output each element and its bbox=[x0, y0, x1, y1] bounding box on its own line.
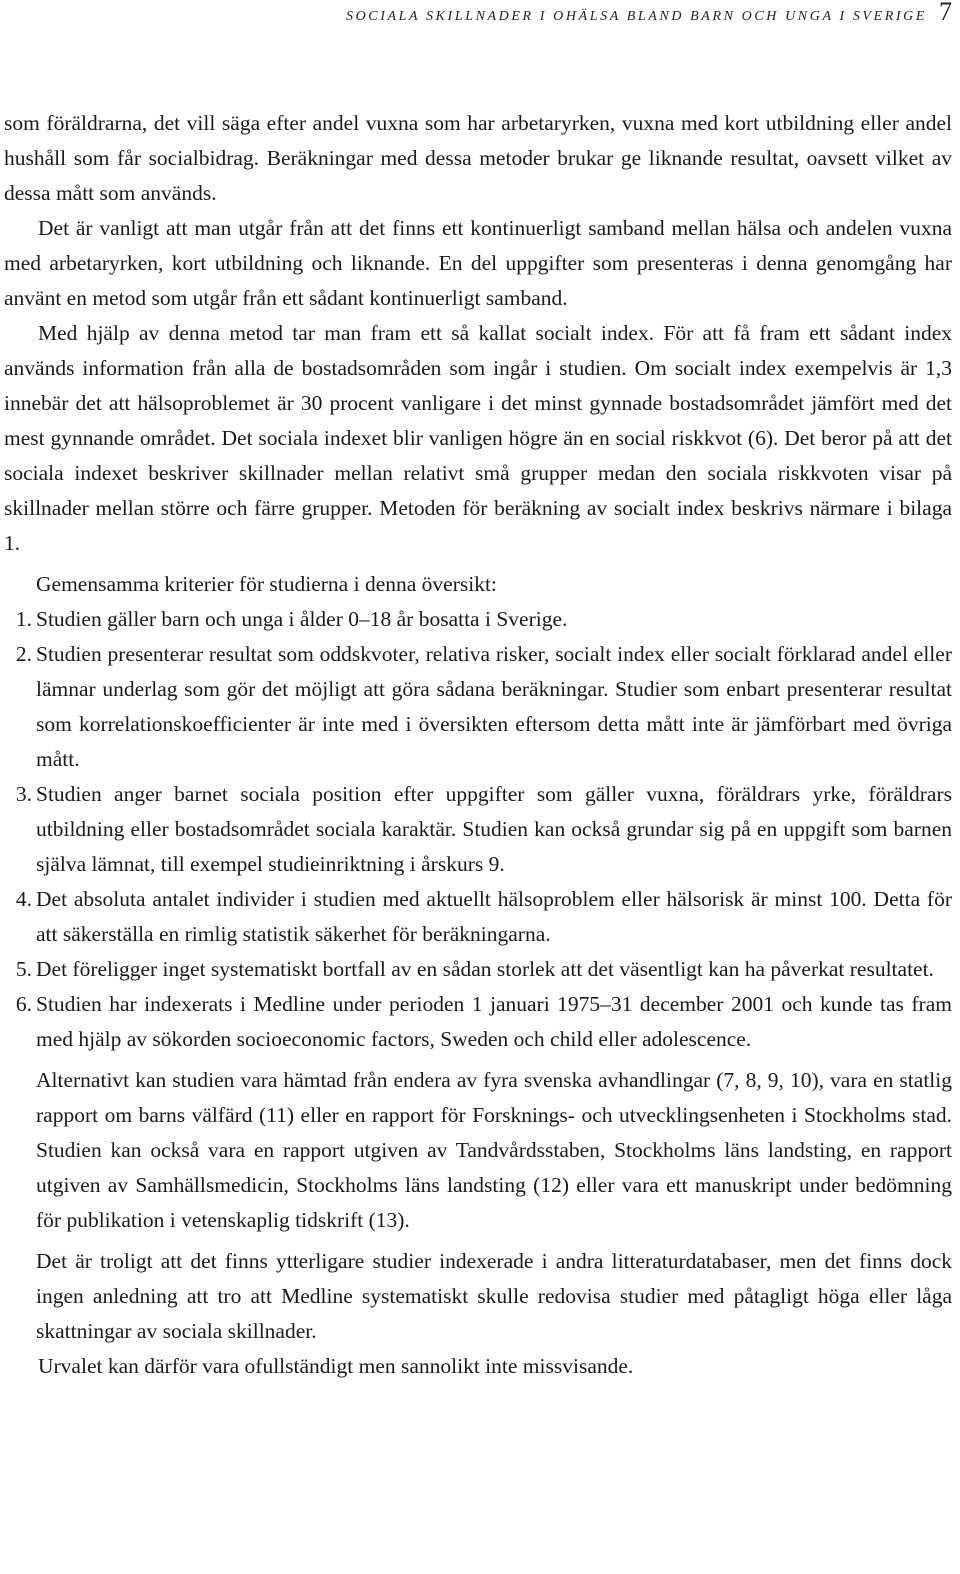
paragraph-other-databases: Det är troligt att det finns ytterligare studier indexerade i andra litteraturdatabaser, men det finns dock ingen anledning att tro att Medline systematiskt skulle redovisa studier med påtagligt höga eller låga skattningar av sociala skillnader. bbox=[36, 1249, 952, 1343]
criteria-item bbox=[4, 637, 952, 777]
page-body bbox=[4, 106, 952, 1384]
criteria-number: 6. bbox=[15, 992, 32, 1016]
criteria-item bbox=[4, 882, 952, 952]
criteria-list bbox=[4, 602, 952, 1057]
criteria-item bbox=[4, 602, 952, 637]
criteria-text: Studien gäller barn och unga i ålder 0–18 år bosatta i Sverige. bbox=[36, 607, 568, 631]
paragraph-3: Med hjälp av denna metod tar man fram ett så kallat socialt index. För att få fram ett sådant index används information från alla de bostadsområden som ingår i studien. Om socialt index exempelvis är 1,3 innebär det att hälsoproblemet är 30 procent vanligare i det minst gynnade bostadsområdet jämfört med det mest gynnande området. Det sociala indexet blir vanligen högre än en social riskkvot (6). Det beror på att det sociala indexet beskriver skillnader mellan relativt små grupper medan den sociala riskkvoten visar på skillnader mellan större och färre grupper. Metoden för beräkning av socialt index beskrivs närmare i bilaga 1. bbox=[4, 321, 952, 555]
criteria-item bbox=[4, 987, 952, 1057]
criteria-text: Studien presenterar resultat som oddskvoter, relativa risker, socialt index eller socialt förklarad andel eller lämnar underlag som gör det möjligt att göra sådana beräkningar. Studier som enbart presenterar resultat som korrelationskoefficienter är inte med i översikten eftersom detta mått inte är jämförbart med övriga mått. bbox=[36, 642, 952, 771]
paragraph-alternative-sources: Alternativt kan studien vara hämtad från endera av fyra svenska avhandlingar (7, 8, 9, 10), vara en statlig rapport om barns välfärd (11) eller en rapport för Forsknings- och utvecklingsenheten i Stockholms stad. Studien kan också vara en rapport utgiven av Tandvårdsstaben, Stockholms läns landsting, en rapport utgiven av Samhällsmedicin, Stockholms läns landsting (12) eller vara ett manuskript under bedömning för publikation i vetenskaplig tidskrift (13). bbox=[36, 1068, 952, 1232]
criteria-text: Studien anger barnet sociala position efter uppgifter som gäller vuxna, föräldrars yrke, föräldrars utbildning eller bostadsområdet sociala karaktär. Studien kan också grundar sig på en uppgift som barnen själva lämnat, till exempel studieinriktning i årskurs 9. bbox=[36, 782, 952, 876]
criteria-number: 1. bbox=[15, 607, 32, 631]
criteria-item bbox=[4, 777, 952, 882]
paragraph-1: som föräldrarna, det vill säga efter andel vuxna som har arbetaryrken, vuxna med kort utbildning eller andel hushåll som får socialbidrag. Beräkningar med dessa metoder brukar ge liknande resultat, oavsett vilket av dessa mått som används. bbox=[4, 111, 952, 205]
paragraph-2: Det är vanligt att man utgår från att det finns ett kontinuerligt samband mellan hälsa och andelen vuxna med arbetaryrken, kort utbildning och liknande. En del uppgifter som presenteras i denna genomgång har använt en metod som utgår från ett sådant kontinuerligt samband. bbox=[4, 216, 952, 310]
criteria-intro: Gemensamma kriterier för studierna i denna översikt: bbox=[36, 572, 497, 596]
running-title: SOCIALA SKILLNADER I OHÄLSA BLAND BARN OCH UNGA I SVERIGE bbox=[345, 9, 927, 24]
running-header bbox=[346, 0, 952, 24]
paragraph-conclusion: Urvalet kan därför vara ofullständigt men sannolikt inte missvisande. bbox=[38, 1354, 634, 1378]
criteria-number: 3. bbox=[15, 782, 32, 806]
criteria-text: Det absoluta antalet individer i studien med aktuellt hälsoproblem eller hälsorisk är minst 100. Detta för att säkerställa en rimlig statistik säkerhet för beräkningarna. bbox=[36, 887, 952, 946]
criteria-text: Det föreligger inget systematiskt bortfall av en sådan storlek att det väsentligt kan ha påverkat resultatet. bbox=[36, 957, 934, 981]
criteria-number: 4. bbox=[15, 887, 32, 911]
page-number: 7 bbox=[939, 0, 952, 26]
criteria-text: Studien har indexerats i Medline under perioden 1 januari 1975–31 december 2001 och kunde tas fram med hjälp av sökorden socioeconomic factors, Sweden och child eller adolescence. bbox=[36, 992, 952, 1051]
criteria-item bbox=[4, 952, 952, 987]
criteria-number: 5. bbox=[15, 957, 32, 981]
criteria-number: 2. bbox=[15, 642, 32, 666]
